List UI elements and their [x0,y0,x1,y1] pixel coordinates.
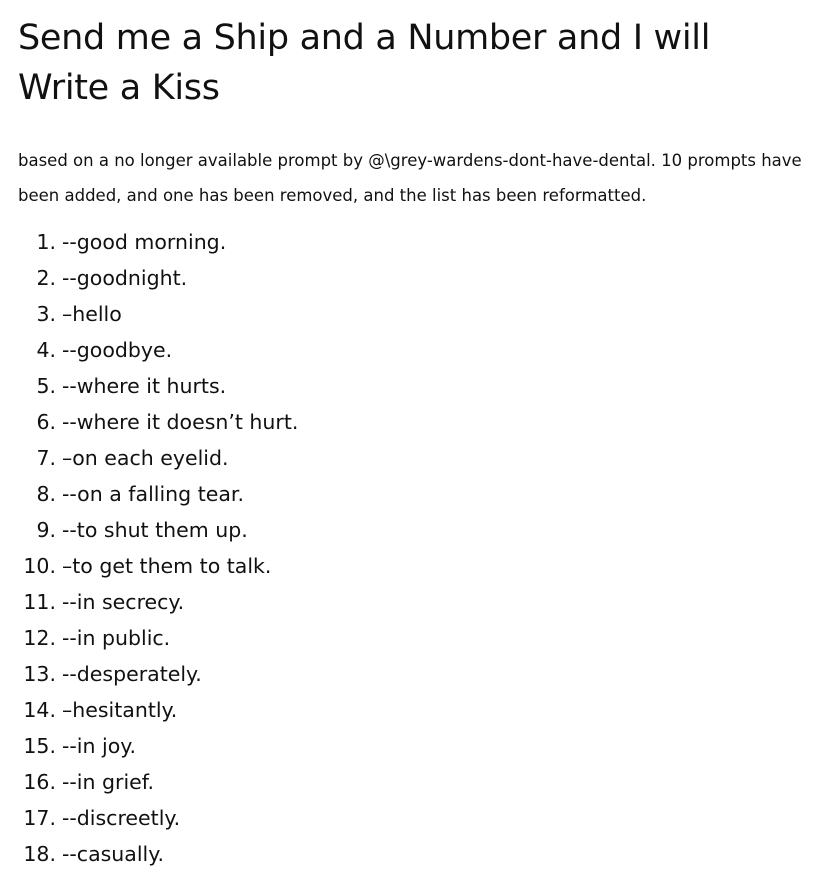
prompt-text: --on a falling tear. [62,482,244,506]
prompt-item [18,404,799,440]
prompt-number: 8. [36,482,56,506]
prompt-text: –to get them to talk. [62,554,272,578]
prompt-list [18,224,799,872]
prompt-item [18,548,799,584]
prompt-item [18,656,799,692]
prompt-text: --good morning. [62,230,227,254]
post-title: Send me a Ship and a Number and I will Write a Kiss [18,18,711,108]
prompt-text: –hello [62,302,122,326]
prompt-text: --in secrecy. [62,590,185,614]
prompt-text: --where it doesn’t hurt. [62,410,299,434]
prompt-item [18,296,799,332]
prompt-number: 7. [36,446,56,470]
prompt-item [18,728,799,764]
prompt-text: –on each eyelid. [62,446,229,470]
prompt-text: --in public. [62,626,171,650]
prompt-text: --goodnight. [62,266,188,290]
prompt-number: 6. [36,410,56,434]
prompt-item [18,260,799,296]
prompt-item [18,620,799,656]
prompt-item [18,584,799,620]
prompt-text: --discreetly. [62,806,181,830]
prompt-number: 15. [23,734,56,758]
prompt-number: 11. [23,590,56,614]
prompt-text: --desperately. [62,662,202,686]
prompt-item [18,332,799,368]
prompt-number: 9. [36,518,56,542]
prompt-text: --in joy. [62,734,136,758]
prompt-text: --in grief. [62,770,154,794]
prompt-text: --to shut them up. [62,518,248,542]
prompt-number: 10. [23,554,56,578]
prompt-item [18,692,799,728]
prompt-item [18,224,799,260]
prompt-text: --casually. [62,842,164,866]
prompt-number: 12. [23,626,56,650]
prompt-item [18,368,799,404]
prompt-number: 4. [36,338,56,362]
prompt-number: 14. [23,698,56,722]
prompt-number: 18. [23,842,56,866]
prompt-number: 2. [36,266,56,290]
prompt-number: 13. [23,662,56,686]
prompt-number: 5. [36,374,56,398]
prompt-text: –hesitantly. [62,698,178,722]
prompt-item [18,764,799,800]
prompt-item [18,476,799,512]
prompt-item [18,800,799,836]
prompt-item [18,440,799,476]
prompt-text: --goodbye. [62,338,173,362]
prompt-number: 1. [36,230,56,254]
post-intro: based on a no longer available prompt by @\grey-wardens-dont-have-dental. 10 prompts have been added, and one has been removed, and the list has been reformatted. [18,151,802,205]
prompt-number: 16. [23,770,56,794]
prompt-number: 3. [36,302,56,326]
prompt-number: 17. [23,806,56,830]
prompt-item [18,512,799,548]
prompt-text: --where it hurts. [62,374,227,398]
